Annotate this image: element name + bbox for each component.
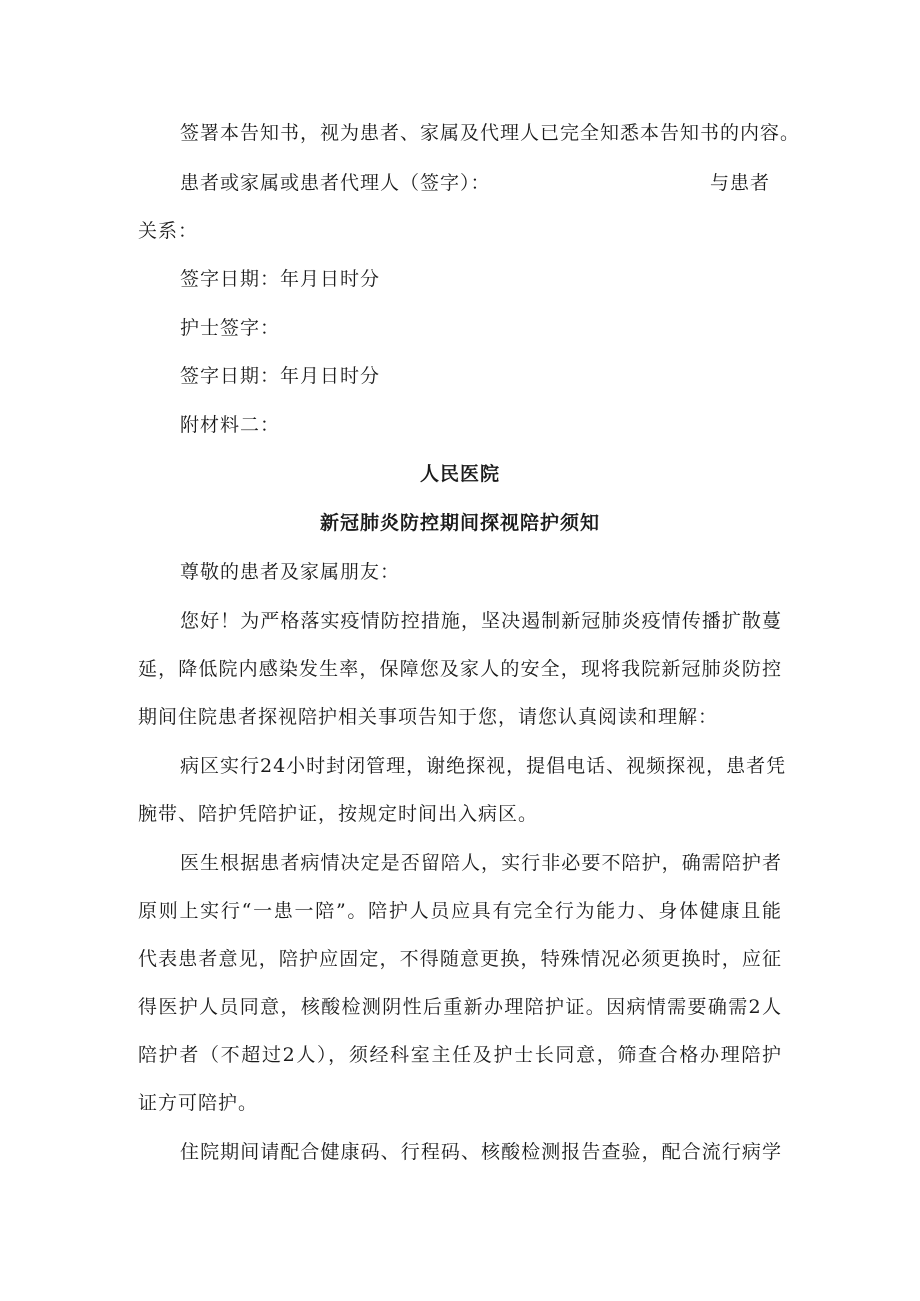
rule2-line: 医生根据患者病情决定是否留陪人，实行非必要不陪护，确需陪护者 [180,852,782,874]
hospital-name: 人民医院 [419,463,500,485]
intro-line: 延，降低院内感染发生率，保障您及家人的安全，现将我院新冠肺炎防控 [138,658,782,680]
notice-title: 新冠肺炎防控期间探视陪护须知 [319,512,600,534]
relation-label-part1: 与患者 [710,172,771,194]
greeting: 尊敬的患者及家属朋友： [180,561,401,583]
consent-notice-line: 签署本告知书，视为患者、家属及代理人已完全知悉本告知书的内容。 [180,122,801,144]
rule2-line: 代表患者意见，陪护应固定，不得随意更换，特殊情况必须更换时，应征 [138,948,782,970]
sign-date-1: 签字日期：年月日时分 [180,268,381,290]
intro-line: 您好！为严格落实疫情防控措施，坚决遏制新冠肺炎疫情传播扩散蔓 [180,610,782,632]
relation-label-part2: 关系： [138,220,199,242]
rule2-line: 陪护者（不超过2人），须经科室主任及护士长同意，筛查合格办理陪护 [138,1044,782,1066]
signer-line [180,171,780,195]
rule3-line: 住院期间请配合健康码、行程码、核酸检测报告查验，配合流行病学 [180,1141,782,1163]
rule2-line: 得医护人员同意，核酸检测阴性后重新办理陪护证。因病情需要确需2人 [138,996,782,1018]
appendix-label: 附材料二： [180,414,281,436]
rule2-line: 原则上实行“一患一陪”。陪护人员应具有完全行为能力、身体健康且能 [138,900,782,922]
signer-label: 患者或家属或患者代理人（签字）： [180,172,491,194]
intro-line: 期间住院患者探视陪护相关事项告知于您，请您认真阅读和理解： [138,706,719,728]
sign-date-2: 签字日期：年月日时分 [180,365,381,387]
rule2-line: 证方可陪护。 [138,1092,259,1114]
rule1-line: 腕带、陪护凭陪护证，按规定时间出入病区。 [138,803,539,825]
nurse-sign: 护士签字： [180,317,281,339]
rule1-line: 病区实行24小时封闭管理，谢绝探视，提倡电话、视频探视，患者凭 [180,755,787,777]
